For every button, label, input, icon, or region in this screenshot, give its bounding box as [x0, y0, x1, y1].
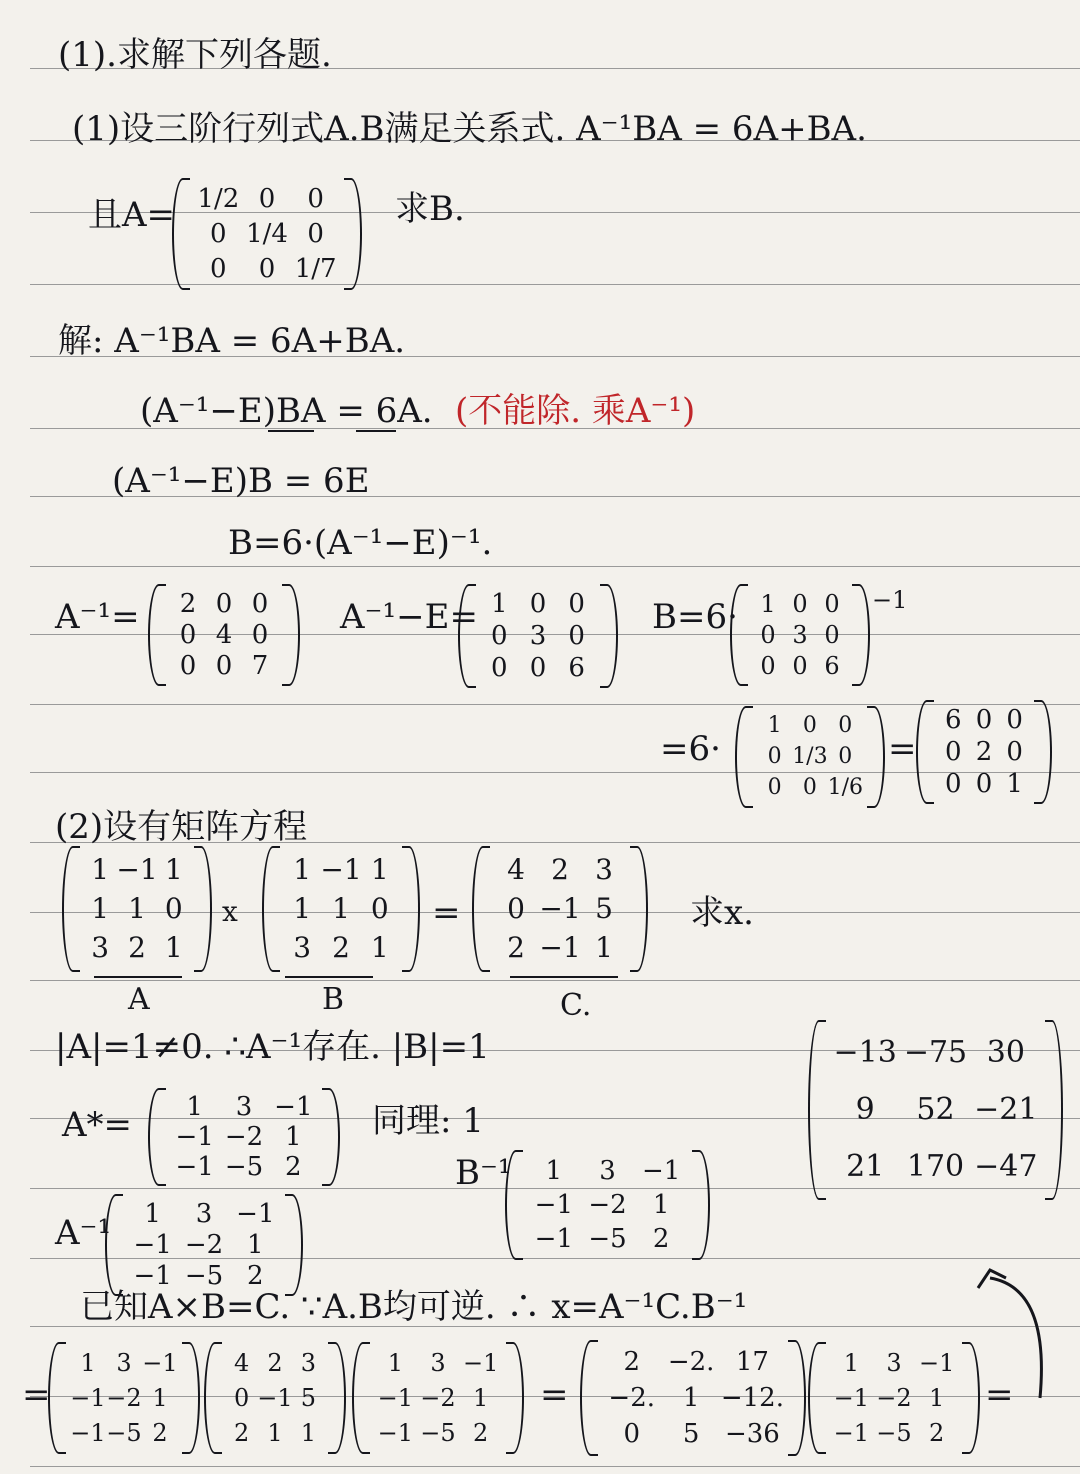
matrix-entry: 0: [507, 891, 525, 925]
underline: [268, 430, 314, 432]
p1-matrix-A: [172, 178, 362, 290]
matrix-entry: 0: [491, 621, 508, 651]
p2-matrix-A: [62, 846, 212, 972]
matrix-entry: 1/3: [792, 743, 828, 769]
p1-amie-label: A⁻¹−E=: [340, 597, 478, 637]
matrix-entry: 0: [838, 712, 853, 738]
matrix-entry: −5: [184, 1261, 224, 1292]
p1-b-label: B=6·: [652, 597, 738, 637]
matrix-entry: 4: [234, 1349, 250, 1378]
matrix-entry: 1/7: [294, 253, 337, 284]
matrix-entry: 0: [529, 653, 547, 683]
matrix-grid: [374, 1346, 502, 1450]
matrix-entry: −2: [224, 1122, 264, 1152]
matrix-entry: 5: [595, 891, 613, 925]
bracket-right: [282, 584, 300, 686]
matrix-entry: 1: [293, 891, 312, 925]
matrix-entry: 0: [802, 712, 817, 738]
matrix-entry: 0: [1006, 705, 1023, 735]
matrix-entry: 1: [843, 1349, 859, 1378]
bracket-right: [506, 1342, 524, 1454]
matrix-entry: −1: [833, 1383, 870, 1412]
matrix-entry: −2: [184, 1229, 224, 1260]
p2-label-C: C.: [560, 988, 592, 1023]
bracket-right: [788, 1340, 806, 1456]
bracket-left: [352, 1342, 370, 1454]
matrix-grid: [226, 1346, 324, 1450]
matrix-entry: 2: [247, 1261, 264, 1292]
p2-matrix-B: [262, 846, 420, 972]
p2-statement: (2)设有矩阵方程: [55, 807, 308, 847]
matrix-entry: 2: [975, 737, 993, 767]
matrix-entry: 0: [945, 737, 962, 767]
matrix-entry: 1: [1006, 769, 1023, 799]
matrix-entry: 1/4: [246, 218, 288, 249]
bracket-left: [580, 1340, 598, 1456]
matrix-entry: 3: [91, 931, 110, 965]
p1-matrix-A-inverse-minus-E: [458, 584, 618, 688]
matrix-entry: 2: [128, 931, 146, 965]
matrix-entry: 1: [285, 1122, 302, 1152]
page-header: (1).求解下列各题.: [58, 35, 332, 75]
matrix-grid: [830, 1346, 958, 1450]
matrix-entry: 3: [116, 1349, 132, 1378]
matrix-entry: 0: [215, 651, 233, 682]
matrix-entry: −1: [133, 1229, 172, 1260]
matrix-entry: 0: [568, 621, 585, 651]
matrix-entry: −1: [236, 1198, 275, 1229]
matrix-entry: 0: [824, 589, 840, 618]
bracket-left: [458, 584, 476, 688]
p2-calc-equals-2: =: [540, 1375, 569, 1415]
matrix-entry: 0: [307, 184, 324, 215]
matrix-entry: 5: [682, 1419, 700, 1449]
bracket-left: [148, 1088, 166, 1186]
bracket-left: [262, 846, 280, 972]
matrix-entry: 17: [735, 1347, 769, 1377]
p2-calc-matrix-2: [204, 1342, 346, 1454]
matrix-entry: 2: [179, 588, 197, 619]
matrix-grid: [480, 588, 596, 684]
matrix-entry: 3: [599, 1156, 616, 1186]
p2-ask: 求x.: [690, 893, 754, 933]
bracket-left: [808, 1342, 826, 1454]
matrix-entry: 1: [128, 891, 146, 925]
matrix-entry: 2: [551, 852, 569, 886]
matrix-entry: 2: [234, 1418, 250, 1447]
matrix-entry: 0: [792, 589, 808, 618]
p2-label-B: B: [322, 982, 345, 1017]
matrix-entry: −1: [377, 1418, 414, 1447]
matrix-entry: −1: [70, 1383, 106, 1412]
p1-solution-line-4: B=6·(A⁻¹−E)⁻¹.: [228, 523, 493, 563]
bracket-left: [148, 584, 166, 686]
matrix-entry: −1: [320, 852, 362, 886]
matrix-entry: 0: [210, 218, 227, 249]
matrix-entry: −1: [918, 1349, 955, 1378]
matrix-entry: 2: [473, 1418, 489, 1447]
p1-matrix-inverse-diag: [735, 706, 885, 808]
matrix-entry: 6: [945, 705, 962, 735]
matrix-entry: 0: [760, 620, 776, 649]
p2-ainv-label: A⁻¹: [55, 1213, 112, 1253]
p1-eq-mid: =: [888, 729, 917, 769]
bracket-left: [48, 1342, 66, 1454]
p2-known-line: 已知A×B=C. ∵A.B均可逆. ∴ x=A⁻¹C.B⁻¹: [80, 1287, 748, 1327]
matrix-entry: 0: [215, 588, 233, 619]
matrix-entry: 52: [916, 1091, 955, 1127]
p2-label-A: A: [128, 982, 150, 1017]
bracket-left: [808, 1020, 826, 1200]
matrix-entry: 2: [267, 1349, 283, 1378]
p2-equals: =: [432, 893, 461, 933]
matrix-grid: [938, 704, 1030, 800]
matrix-entry: 3: [195, 1198, 213, 1229]
p2-adj-label: A*=: [62, 1105, 133, 1145]
matrix-entry: −1: [257, 1383, 293, 1412]
bracket-right: [344, 178, 362, 290]
bracket-right: [962, 1342, 980, 1454]
bracket-right: [285, 1194, 303, 1296]
bracket-left: [735, 706, 753, 808]
rule-line: [30, 1466, 1080, 1467]
matrix-entry: −1: [175, 1152, 214, 1182]
matrix-entry: 3: [235, 1092, 253, 1122]
matrix-entry: 2: [332, 931, 350, 965]
matrix-entry: 2: [507, 931, 525, 965]
bracket-right: [630, 846, 648, 972]
underline: [356, 430, 396, 432]
matrix-entry: 6: [824, 652, 840, 681]
matrix-entry: 0: [258, 253, 276, 284]
p1-given-prefix: 且A=: [88, 195, 176, 235]
matrix-entry: −2.: [667, 1347, 715, 1377]
matrix-entry: −2.: [608, 1383, 655, 1413]
matrix-entry: 21: [846, 1149, 885, 1185]
matrix-entry: −13: [833, 1034, 897, 1070]
matrix-entry: 1: [370, 931, 389, 965]
matrix-entry: −2: [876, 1383, 912, 1412]
matrix-entry: 0: [234, 1383, 250, 1412]
p2-times-x: x: [222, 895, 238, 928]
matrix-entry: 0: [838, 743, 853, 769]
matrix-entry: 1: [767, 712, 782, 738]
rule-line: [30, 566, 1080, 567]
matrix-grid: [84, 850, 190, 968]
matrix-entry: 0: [568, 589, 585, 619]
matrix-entry: 1: [91, 852, 110, 886]
matrix-entry: 0: [307, 218, 324, 249]
matrix-grid: [830, 1024, 1041, 1196]
p2-calc-matrix-5: [808, 1342, 980, 1454]
p2-matrix-B-inverse: [505, 1150, 710, 1260]
p1-statement: (1)设三阶行列式A.B满足关系式. A⁻¹BA = 6A+BA.: [72, 109, 867, 149]
matrix-entry: 4: [215, 619, 233, 650]
matrix-entry: −5: [106, 1418, 142, 1447]
matrix-grid: [284, 850, 398, 968]
matrix-entry: −1: [534, 1190, 573, 1220]
p2-binv-label: B⁻¹: [455, 1153, 512, 1193]
bracket-left: [105, 1194, 123, 1296]
matrix-entry: 0: [767, 743, 782, 769]
matrix-entry: 1: [652, 1190, 670, 1220]
matrix-entry: 2: [623, 1347, 640, 1377]
matrix-entry: 1: [929, 1383, 945, 1412]
matrix-entry: 1: [370, 852, 389, 886]
bracket-right: [182, 1342, 200, 1454]
bracket-right: [600, 584, 618, 688]
p2-matrix-C: [472, 846, 648, 972]
matrix-entry: 6: [568, 653, 585, 683]
matrix-entry: 0: [767, 775, 782, 801]
bracket-left: [472, 846, 490, 972]
bracket-left: [505, 1150, 523, 1260]
matrix-entry: −1: [133, 1261, 172, 1292]
matrix-entry: 0: [210, 253, 227, 284]
matrix-entry: 0: [179, 619, 197, 650]
matrix-entry: 0: [1006, 737, 1023, 767]
bracket-right: [322, 1088, 340, 1186]
p1-matrix-B-result: [916, 700, 1052, 804]
p1-ainv-label: A⁻¹=: [55, 597, 140, 637]
matrix-grid: [170, 1092, 318, 1182]
matrix-entry: 0: [164, 891, 183, 925]
matrix-entry: −1: [534, 1224, 573, 1254]
matrix-entry: 1: [144, 1198, 161, 1229]
bracket-left: [62, 846, 80, 972]
matrix-entry: 0: [623, 1419, 640, 1449]
p1-solution-line-1: 解: A⁻¹BA = 6A+BA.: [58, 321, 406, 361]
matrix-entry: 170: [906, 1149, 965, 1185]
p1-eq-label: =6·: [660, 729, 721, 769]
matrix-grid: [757, 710, 863, 804]
matrix-entry: −1: [462, 1349, 499, 1378]
bracket-right: [1045, 1020, 1063, 1200]
p2-matrix-A-adjugate: [148, 1088, 340, 1186]
p1-matrix-to-invert: [730, 584, 870, 686]
p2-side-result-matrix: [808, 1020, 1063, 1200]
bracket-right: [692, 1150, 710, 1260]
p2-calc-matrix-1: [48, 1342, 200, 1454]
bracket-left: [172, 178, 190, 290]
matrix-grid: [170, 588, 278, 682]
matrix-entry: −1: [642, 1156, 681, 1186]
matrix-entry: −2: [420, 1383, 456, 1412]
p1-solution-line-3: (A⁻¹−E)B = 6E: [112, 461, 370, 501]
matrix-entry: 30: [986, 1034, 1025, 1070]
matrix-entry: 0: [370, 891, 389, 925]
underline: [94, 976, 182, 978]
bracket-right: [867, 706, 885, 808]
matrix-entry: 1: [332, 891, 350, 925]
matrix-entry: 1: [293, 852, 312, 886]
matrix-entry: 1: [164, 852, 183, 886]
bracket-right: [402, 846, 420, 972]
matrix-entry: −1: [274, 1092, 313, 1122]
matrix-grid: [527, 1154, 688, 1256]
matrix-entry: −12.: [720, 1383, 784, 1413]
matrix-entry: 2: [652, 1224, 670, 1254]
matrix-entry: −75: [903, 1034, 968, 1070]
p2-calc-equals-3: =: [985, 1375, 1014, 1415]
matrix-entry: 2: [152, 1418, 168, 1447]
matrix-entry: 1: [247, 1229, 264, 1260]
p1-inverse-exponent: −1: [872, 586, 908, 614]
matrix-entry: 1: [164, 931, 183, 965]
matrix-entry: 0: [491, 653, 508, 683]
matrix-entry: 0: [179, 651, 197, 682]
p2-matrix-A-inverse: [105, 1194, 303, 1296]
matrix-entry: 1/2: [197, 184, 240, 215]
matrix-entry: 3: [529, 621, 547, 651]
matrix-entry: −47: [974, 1149, 1038, 1185]
matrix-entry: 1: [473, 1383, 489, 1412]
matrix-entry: 1: [186, 1092, 203, 1122]
matrix-entry: −21: [974, 1091, 1038, 1127]
matrix-entry: 0: [975, 769, 993, 799]
matrix-grid: [494, 850, 626, 968]
matrix-entry: −1: [70, 1418, 106, 1447]
matrix-entry: −1: [539, 891, 581, 925]
matrix-entry: −2: [588, 1190, 627, 1220]
matrix-entry: 1: [267, 1418, 283, 1447]
matrix-entry: 7: [251, 651, 269, 682]
matrix-entry: 3: [293, 931, 312, 965]
matrix-entry: 0: [760, 652, 776, 681]
matrix-entry: 1: [300, 1418, 316, 1447]
matrix-entry: −5: [420, 1418, 456, 1447]
matrix-entry: 3: [595, 852, 613, 886]
matrix-entry: 0: [251, 619, 269, 650]
matrix-entry: 3: [430, 1349, 446, 1378]
matrix-entry: −5: [876, 1418, 912, 1447]
rule-line: [30, 980, 1080, 981]
matrix-entry: −1: [377, 1383, 414, 1412]
matrix-entry: 3: [300, 1349, 316, 1378]
matrix-grid: [194, 182, 340, 286]
matrix-entry: −1: [175, 1122, 214, 1152]
matrix-entry: 0: [975, 705, 993, 735]
bracket-left: [730, 584, 748, 686]
matrix-entry: 1: [682, 1383, 700, 1413]
p2-tongli: 同理: 1: [372, 1101, 484, 1141]
matrix-entry: 2: [929, 1418, 945, 1447]
bracket-right: [194, 846, 212, 972]
matrix-entry: −1: [116, 852, 158, 886]
matrix-entry: 0: [824, 620, 840, 649]
p1-matrix-A-inverse: [148, 584, 300, 686]
bracket-left: [204, 1342, 222, 1454]
p2-determinant-line: |A|=1≠0. ∴A⁻¹存在. |B|=1: [55, 1027, 490, 1067]
matrix-entry: 9: [855, 1091, 875, 1127]
p1-solution-line-2: (A⁻¹−E)BA = 6A.: [140, 391, 433, 431]
matrix-entry: 1: [152, 1383, 168, 1412]
matrix-entry: 5: [300, 1383, 316, 1412]
matrix-entry: 0: [251, 588, 269, 619]
matrix-entry: 0: [529, 589, 547, 619]
p2-calc-matrix-4: [580, 1340, 806, 1456]
matrix-entry: 1: [387, 1349, 403, 1378]
matrix-entry: −36: [724, 1419, 780, 1449]
matrix-entry: 1: [80, 1349, 96, 1378]
matrix-entry: 0: [802, 775, 817, 801]
matrix-entry: 0: [258, 184, 276, 215]
matrix-entry: 1: [91, 891, 110, 925]
p2-calc-matrix-3: [352, 1342, 524, 1454]
bracket-left: [916, 700, 934, 804]
matrix-entry: 1: [491, 589, 508, 619]
matrix-entry: 3: [792, 620, 808, 649]
matrix-entry: 0: [792, 652, 808, 681]
bracket-right: [328, 1342, 346, 1454]
bracket-right: [852, 584, 870, 686]
matrix-entry: −5: [588, 1224, 627, 1254]
matrix-grid: [752, 588, 848, 682]
p1-red-note: (不能除. 乘A⁻¹): [455, 391, 696, 431]
matrix-entry: 4: [507, 852, 525, 886]
matrix-entry: −1: [539, 931, 581, 965]
matrix-entry: 1: [595, 931, 613, 965]
p1-ask: 求B.: [395, 189, 465, 229]
matrix-entry: −5: [224, 1152, 264, 1182]
matrix-grid: [602, 1344, 784, 1452]
matrix-entry: 2: [285, 1152, 302, 1182]
matrix-entry: 3: [886, 1349, 902, 1378]
bracket-right: [1034, 700, 1052, 804]
matrix-entry: 1: [760, 589, 776, 618]
p2-calc-equals: =: [22, 1375, 51, 1415]
underline: [510, 976, 618, 978]
underline: [285, 976, 373, 978]
matrix-grid: [127, 1198, 281, 1292]
matrix-entry: 1: [545, 1156, 563, 1186]
matrix-grid: [70, 1346, 178, 1450]
matrix-entry: −1: [833, 1418, 870, 1447]
matrix-entry: 1/6: [827, 775, 863, 801]
matrix-entry: −1: [142, 1349, 178, 1378]
matrix-entry: −2: [106, 1383, 142, 1412]
matrix-entry: 0: [945, 769, 962, 799]
